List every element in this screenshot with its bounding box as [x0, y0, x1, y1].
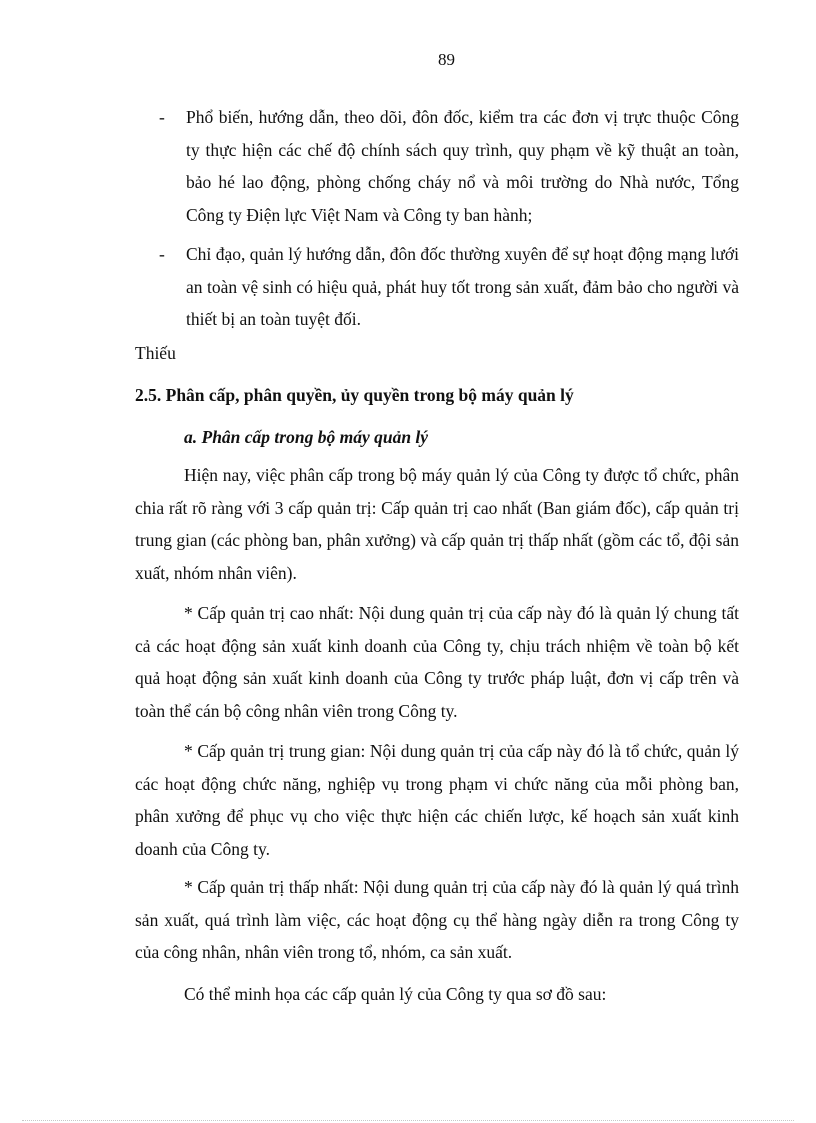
page-number: 89: [438, 50, 455, 69]
footer-divider: [22, 1120, 794, 1121]
bullet-text: Phổ biến, hướng dẫn, theo dõi, đôn đốc, kiểm tra các đơn vị trực thuộc Công ty thực hiện các chế độ chính sách quy trình, quy phạm về kỹ thuật an toàn, bảo hé lao động, phòng chống cháy nổ và môi trường do Nhà nước, Tổng Công ty Điện lực Việt Nam và Công ty ban hành;: [186, 107, 739, 225]
paragraph-overview: Hiện nay, việc phân cấp trong bộ máy quản lý của Công ty được tổ chức, phân chia rất rõ ràng với 3 cấp quản trị: Cấp quản trị cao nhất (Ban giám đốc), cấp quản trị trung gian (các phòng ban, phân xưởng) và cấp quản trị thấp nhất (gồm các tổ, đội sản xuất, nhóm nhân viên).: [135, 465, 739, 583]
subsection-heading: a. Phân cấp trong bộ máy quản lý: [184, 427, 429, 447]
bullet-text: Chỉ đạo, quản lý hướng dẫn, đôn đốc thường xuyên để sự hoạt động mạng lưới an toàn vệ sinh có hiệu quả, phát huy tốt trong sản xuất, đảm bảo cho người và thiết bị an toàn tuyệt đối.: [186, 244, 739, 329]
list-item: [159, 101, 739, 231]
bullet-dash: -: [159, 107, 165, 127]
list-item: [159, 238, 739, 336]
paragraph-diagram-intro: Có thể minh họa các cấp quản lý của Công ty qua sơ đồ sau:: [184, 984, 607, 1004]
bullet-dash: -: [159, 244, 165, 264]
section-heading: 2.5. Phân cấp, phân quyền, ủy quyền trong bộ máy quản lý: [135, 385, 574, 405]
paragraph-top-level: * Cấp quản trị cao nhất: Nội dung quản trị của cấp này đó là quản lý chung tất cả các hoạt động sản xuất kinh doanh của Công ty, chịu trách nhiệm về toàn bộ kết quả hoạt động sản xuất kinh doanh của Công ty trước pháp luật, đơn vị cấp trên và toàn thể cán bộ công nhân viên trong Công ty.: [135, 603, 739, 721]
bullet-list: [159, 101, 739, 343]
paragraph-middle-level: * Cấp quản trị trung gian: Nội dung quản trị của cấp này đó là tổ chức, quản lý các hoạt động chức năng, nghiệp vụ trong phạm vi chức năng của mỗi phòng ban, phân xưởng để phục vụ cho việc thực hiện các chiến lược, kế hoạch sản xuất kinh doanh của Công ty.: [135, 741, 739, 859]
paragraph-lowest-level: * Cấp quản trị thấp nhất: Nội dung quản trị của cấp này đó là quản lý quá trình sản xuất, quá trình làm việc, các hoạt động cụ thể hàng ngày diễn ra trong Công ty của công nhân, nhân viên trong tổ, nhóm, ca sản xuất.: [135, 877, 739, 962]
missing-note: Thiếu: [135, 343, 176, 363]
